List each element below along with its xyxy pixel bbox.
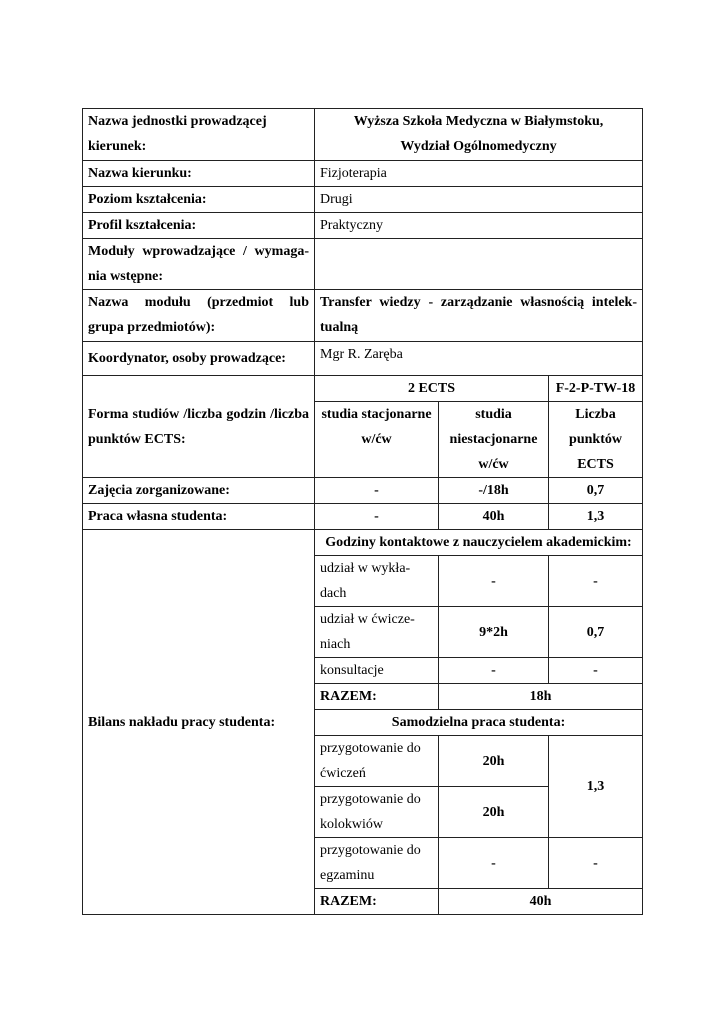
field-label: Nazwa kierunku: (83, 161, 315, 187)
col-stationary: studia stacjonarne w/ćw (315, 402, 439, 478)
self-row-name: przygotowanie do ćwiczeń (315, 736, 439, 787)
contact-row-name: udział w wykła-dach (315, 556, 439, 607)
unit-value-line2: Wydział Ogólnomedyczny (400, 139, 557, 154)
level-value: Drugi (315, 187, 643, 213)
field-value: Fizjoterapia (315, 161, 643, 187)
module-label: Nazwa modułu (przedmiot lub grupa przedmiotów): (83, 290, 315, 342)
profile-value: Praktyczny (315, 213, 643, 239)
self-row-name: przygotowanie do kolokwiów (315, 787, 439, 838)
unit-value-line1: Wyższa Szkoła Medyczna w Białymstoku, (353, 114, 604, 129)
course-card-table (82, 108, 643, 915)
col-extramural: studia niestacjonarne w/ćw (439, 402, 549, 478)
self-row-hours: - (439, 838, 549, 889)
bilans-label: Bilans nakładu pracy studenta: (83, 530, 315, 915)
contact-row-ects: 0,7 (549, 607, 643, 658)
intro-label: Moduły wprowadzające / wymaga-nia wstępne: (83, 239, 315, 290)
self-row-hours: 20h (439, 736, 549, 787)
intro-value (315, 239, 643, 290)
praca-c1: - (315, 504, 439, 530)
zajecia-c1: - (315, 478, 439, 504)
contact-total: 18h (439, 684, 643, 710)
zajecia-c2: -/18h (439, 478, 549, 504)
contact-header: Godziny kontaktowe z nauczycielem akademickim: (315, 530, 643, 556)
profile-label: Profil kształcenia: (83, 213, 315, 239)
col-ects: Liczba punktów ECTS (549, 402, 643, 478)
module-value: Transfer wiedzy - zarządzanie własnością intelek-tualną (315, 290, 643, 342)
contact-row-ects: - (549, 658, 643, 684)
coordinator-label: Koordynator, osoby prowadzące: (83, 342, 315, 376)
level-label: Poziom kształcenia: (83, 187, 315, 213)
self-total-label: RAZEM: (315, 889, 439, 915)
unit-value (315, 109, 643, 161)
ects-total: 2 ECTS (315, 376, 549, 402)
contact-row-ects: - (549, 556, 643, 607)
zajecia-label: Zajęcia zorganizowane: (83, 478, 315, 504)
unit-label: Nazwa jednostki prowadzącej kierunek: (83, 109, 315, 161)
praca-c2: 40h (439, 504, 549, 530)
contact-row-name: udział w ćwicze-niach (315, 607, 439, 658)
contact-total-label: RAZEM: (315, 684, 439, 710)
contact-row-name: konsultacje (315, 658, 439, 684)
self-header: Samodzielna praca studenta: (315, 710, 643, 736)
zajecia-c3: 0,7 (549, 478, 643, 504)
contact-row-hours: - (439, 658, 549, 684)
coordinator-value: Mgr R. Zaręba (315, 342, 643, 376)
module-code: F-2-P-TW-18 (549, 376, 643, 402)
self-total: 40h (439, 889, 643, 915)
contact-row-hours: - (439, 556, 549, 607)
self-row-hours: 20h (439, 787, 549, 838)
contact-row-hours: 9*2h (439, 607, 549, 658)
forma-label: Forma studiów /liczba godzin /liczba punktów ECTS: (83, 376, 315, 478)
praca-label: Praca własna studenta: (83, 504, 315, 530)
praca-c3: 1,3 (549, 504, 643, 530)
self-row-name: przygotowanie do egzaminu (315, 838, 439, 889)
self-row-ects: - (549, 838, 643, 889)
self-ects-merged: 1,3 (549, 736, 643, 838)
